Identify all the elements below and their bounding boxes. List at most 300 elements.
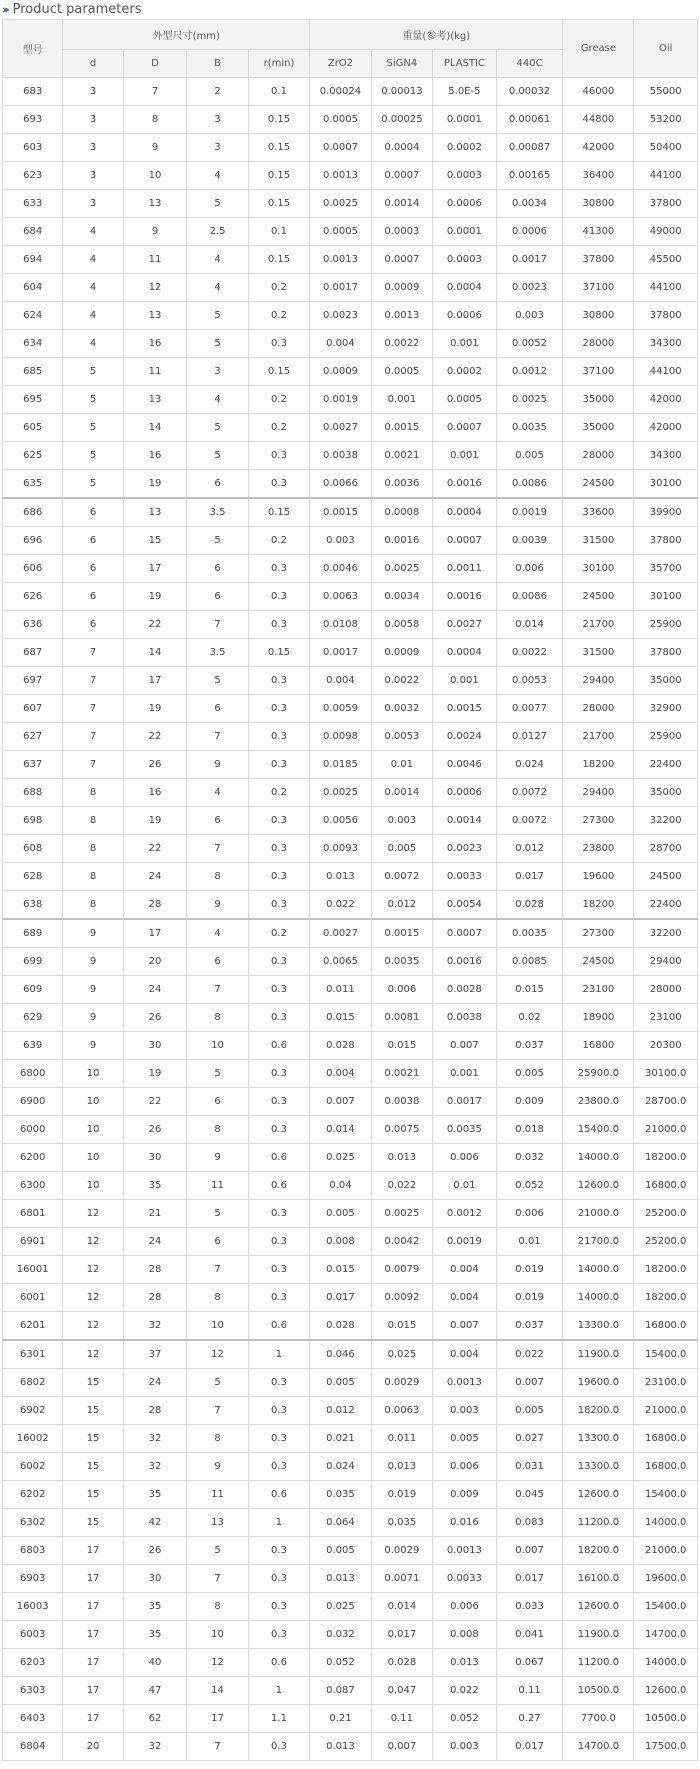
cell-model: 627 [3, 723, 63, 751]
cell-b: 7 [187, 1733, 248, 1761]
cell-outer-d: 22 [123, 1088, 187, 1116]
cell-b: 7 [187, 723, 248, 751]
cell-oil: 28700.0 [634, 1088, 698, 1116]
cell-grease: 11200.0 [563, 1649, 634, 1677]
cell-d: 8 [63, 863, 123, 891]
table-row [3, 583, 698, 611]
cell-zro2: 0.0019 [310, 386, 371, 414]
cell-sign4: 0.0008 [371, 498, 432, 527]
cell-outer-d: 12 [123, 274, 187, 302]
cell-oil: 32900 [634, 695, 698, 723]
cell-outer-d: 30 [123, 1144, 187, 1172]
cell-outer-d: 9 [123, 134, 187, 162]
cell-zro2: 0.21 [310, 1705, 371, 1733]
cell-d: 17 [63, 1649, 123, 1677]
cell-440c: 0.015 [496, 976, 563, 1004]
cell-zro2: 0.035 [310, 1481, 371, 1509]
cell-grease: 29400 [563, 779, 634, 807]
table-row [3, 1537, 698, 1565]
cell-model: 626 [3, 583, 63, 611]
cell-r-min: 0.3 [248, 1565, 309, 1593]
cell-outer-d: 10 [123, 162, 187, 190]
cell-b: 8 [187, 863, 248, 891]
cell-model: 693 [3, 106, 63, 134]
cell-d: 6 [63, 555, 123, 583]
cell-zro2: 0.013 [310, 863, 371, 891]
cell-plastic: 0.022 [433, 1677, 497, 1705]
cell-grease: 7700.0 [563, 1705, 634, 1733]
cell-outer-d: 24 [123, 1369, 187, 1397]
cell-b: 6 [187, 583, 248, 611]
cell-sign4: 0.0015 [371, 414, 432, 442]
cell-b: 5 [187, 302, 248, 330]
cell-sign4: 0.0029 [371, 1369, 432, 1397]
cell-b: 17 [187, 1705, 248, 1733]
cell-oil: 12600.0 [634, 1677, 698, 1705]
cell-b: 7 [187, 1256, 248, 1284]
cell-r-min: 0.6 [248, 1649, 309, 1677]
cell-r-min: 0.6 [248, 1144, 309, 1172]
cell-model: 603 [3, 134, 63, 162]
cell-oil: 37800 [634, 639, 698, 667]
cell-d: 3 [63, 78, 123, 106]
cell-plastic: 0.0012 [433, 1200, 497, 1228]
cell-b: 3 [187, 358, 248, 386]
cell-outer-d: 17 [123, 667, 187, 695]
cell-b: 13 [187, 1509, 248, 1537]
cell-zro2: 0.00024 [310, 78, 371, 106]
cell-r-min: 0.3 [248, 583, 309, 611]
table-row [3, 1369, 698, 1397]
cell-model: 6302 [3, 1509, 63, 1537]
cell-d: 20 [63, 1733, 123, 1761]
cell-440c: 0.0086 [496, 583, 563, 611]
cell-440c: 0.0035 [496, 919, 563, 948]
cell-grease: 19600.0 [563, 1369, 634, 1397]
cell-440c: 0.037 [496, 1032, 563, 1060]
cell-440c: 0.037 [496, 1312, 563, 1341]
cell-sign4: 0.0025 [371, 1200, 432, 1228]
header-dimensions: 外型尺寸(mm) [63, 20, 310, 50]
cell-d: 15 [63, 1481, 123, 1509]
cell-grease: 29400 [563, 667, 634, 695]
cell-oil: 37800 [634, 302, 698, 330]
cell-b: 5 [187, 1537, 248, 1565]
cell-outer-d: 7 [123, 78, 187, 106]
cell-440c: 0.0085 [496, 948, 563, 976]
cell-r-min: 0.3 [248, 1004, 309, 1032]
cell-sign4: 0.0058 [371, 611, 432, 639]
cell-r-min: 0.2 [248, 274, 309, 302]
cell-zro2: 0.025 [310, 1593, 371, 1621]
cell-b: 3 [187, 106, 248, 134]
cell-r-min: 0.3 [248, 667, 309, 695]
cell-oil: 42000 [634, 414, 698, 442]
cell-b: 3 [187, 134, 248, 162]
cell-440c: 0.067 [496, 1649, 563, 1677]
header-r-min: r(min) [248, 50, 309, 78]
cell-440c: 0.019 [496, 1256, 563, 1284]
cell-plastic: 0.0007 [433, 527, 497, 555]
cell-oil: 45500 [634, 246, 698, 274]
cell-d: 7 [63, 667, 123, 695]
cell-zro2: 0.04 [310, 1172, 371, 1200]
cell-r-min: 0.3 [248, 330, 309, 358]
table-row [3, 807, 698, 835]
cell-r-min: 0.2 [248, 302, 309, 330]
cell-b: 6 [187, 1088, 248, 1116]
cell-r-min: 0.15 [248, 190, 309, 218]
cell-outer-d: 35 [123, 1481, 187, 1509]
cell-grease: 23800 [563, 835, 634, 863]
cell-b: 4 [187, 779, 248, 807]
cell-b: 8 [187, 1004, 248, 1032]
cell-plastic: 0.001 [433, 667, 497, 695]
cell-sign4: 0.0003 [371, 218, 432, 246]
table-row [3, 442, 698, 470]
cell-model: 624 [3, 302, 63, 330]
cell-d: 10 [63, 1116, 123, 1144]
cell-zro2: 0.0093 [310, 835, 371, 863]
cell-d: 8 [63, 779, 123, 807]
cell-d: 17 [63, 1677, 123, 1705]
cell-outer-d: 13 [123, 386, 187, 414]
cell-grease: 16800 [563, 1032, 634, 1060]
cell-sign4: 0.035 [371, 1509, 432, 1537]
cell-d: 15 [63, 1453, 123, 1481]
table-row [3, 330, 698, 358]
cell-r-min: 0.15 [248, 106, 309, 134]
parameters-table [2, 19, 698, 1761]
table-row [3, 1088, 698, 1116]
cell-oil: 32200 [634, 807, 698, 835]
cell-b: 9 [187, 1453, 248, 1481]
cell-grease: 11900.0 [563, 1621, 634, 1649]
cell-sign4: 0.0021 [371, 442, 432, 470]
cell-outer-d: 22 [123, 611, 187, 639]
cell-b: 4 [187, 919, 248, 948]
cell-outer-d: 11 [123, 246, 187, 274]
cell-grease: 28000 [563, 330, 634, 358]
cell-model: 6003 [3, 1621, 63, 1649]
cell-r-min: 0.3 [248, 1425, 309, 1453]
cell-grease: 21700.0 [563, 1228, 634, 1256]
cell-r-min: 0.3 [248, 1060, 309, 1088]
cell-sign4: 0.017 [371, 1621, 432, 1649]
cell-zro2: 0.0025 [310, 190, 371, 218]
cell-oil: 23100.0 [634, 1369, 698, 1397]
cell-plastic: 0.0004 [433, 274, 497, 302]
cell-plastic: 0.003 [433, 1397, 497, 1425]
cell-outer-d: 17 [123, 919, 187, 948]
table-row [3, 246, 698, 274]
cell-r-min: 0.3 [248, 1256, 309, 1284]
cell-zro2: 0.025 [310, 1144, 371, 1172]
cell-oil: 37800 [634, 190, 698, 218]
cell-grease: 13300.0 [563, 1312, 634, 1341]
cell-oil: 29400 [634, 948, 698, 976]
cell-zro2: 0.087 [310, 1677, 371, 1705]
table-row [3, 1509, 698, 1537]
cell-grease: 36400 [563, 162, 634, 190]
cell-b: 5 [187, 1369, 248, 1397]
cell-sign4: 0.0032 [371, 695, 432, 723]
table-row [3, 555, 698, 583]
cell-d: 4 [63, 274, 123, 302]
table-row [3, 1312, 698, 1341]
cell-r-min: 0.3 [248, 1537, 309, 1565]
cell-model: 623 [3, 162, 63, 190]
cell-zro2: 0.014 [310, 1116, 371, 1144]
cell-440c: 0.032 [496, 1144, 563, 1172]
cell-model: 625 [3, 442, 63, 470]
cell-grease: 14000.0 [563, 1284, 634, 1312]
cell-r-min: 0.15 [248, 639, 309, 667]
cell-r-min: 0.3 [248, 1116, 309, 1144]
cell-outer-d: 24 [123, 976, 187, 1004]
cell-zro2: 0.0056 [310, 807, 371, 835]
cell-grease: 37800 [563, 246, 634, 274]
cell-d: 3 [63, 134, 123, 162]
cell-grease: 13300.0 [563, 1453, 634, 1481]
cell-oil: 14000.0 [634, 1509, 698, 1537]
cell-plastic: 0.0004 [433, 498, 497, 527]
cell-sign4: 0.003 [371, 807, 432, 835]
cell-model: 698 [3, 807, 63, 835]
cell-outer-d: 15 [123, 527, 187, 555]
cell-zro2: 0.0063 [310, 583, 371, 611]
cell-r-min: 0.2 [248, 779, 309, 807]
cell-zro2: 0.015 [310, 1004, 371, 1032]
cell-grease: 23100 [563, 976, 634, 1004]
cell-r-min: 0.6 [248, 1481, 309, 1509]
cell-r-min: 0.15 [248, 358, 309, 386]
cell-sign4: 0.00025 [371, 106, 432, 134]
header-model: 型号 [3, 20, 63, 78]
cell-r-min: 0.3 [248, 1621, 309, 1649]
table-row [3, 358, 698, 386]
cell-outer-d: 40 [123, 1649, 187, 1677]
cell-b: 5 [187, 667, 248, 695]
cell-outer-d: 28 [123, 1284, 187, 1312]
cell-d: 12 [63, 1284, 123, 1312]
cell-model: 605 [3, 414, 63, 442]
cell-440c: 0.014 [496, 611, 563, 639]
cell-b: 6 [187, 470, 248, 499]
table-row [3, 1116, 698, 1144]
cell-oil: 28700 [634, 835, 698, 863]
cell-oil: 42000 [634, 386, 698, 414]
cell-b: 7 [187, 1397, 248, 1425]
cell-outer-d: 62 [123, 1705, 187, 1733]
cell-r-min: 0.3 [248, 723, 309, 751]
cell-grease: 30100 [563, 555, 634, 583]
cell-model: 634 [3, 330, 63, 358]
cell-oil: 16800.0 [634, 1172, 698, 1200]
cell-zro2: 0.0025 [310, 779, 371, 807]
cell-model: 16002 [3, 1425, 63, 1453]
cell-zro2: 0.0009 [310, 358, 371, 386]
cell-zro2: 0.0108 [310, 611, 371, 639]
cell-grease: 27300 [563, 919, 634, 948]
cell-outer-d: 13 [123, 498, 187, 527]
cell-outer-d: 32 [123, 1733, 187, 1761]
cell-outer-d: 16 [123, 442, 187, 470]
header-d: d [63, 50, 123, 78]
cell-outer-d: 28 [123, 891, 187, 920]
cell-zro2: 0.0066 [310, 470, 371, 499]
cell-plastic: 0.0006 [433, 302, 497, 330]
cell-zro2: 0.004 [310, 667, 371, 695]
cell-sign4: 0.028 [371, 1649, 432, 1677]
cell-d: 17 [63, 1537, 123, 1565]
cell-sign4: 0.0053 [371, 723, 432, 751]
table-row [3, 1649, 698, 1677]
cell-sign4: 0.0022 [371, 330, 432, 358]
cell-grease: 18200.0 [563, 1537, 634, 1565]
cell-zro2: 0.028 [310, 1312, 371, 1341]
cell-b: 7 [187, 1565, 248, 1593]
cell-440c: 0.0127 [496, 723, 563, 751]
cell-grease: 12600.0 [563, 1593, 634, 1621]
cell-b: 7 [187, 976, 248, 1004]
cell-plastic: 0.004 [433, 1340, 497, 1369]
cell-d: 9 [63, 1032, 123, 1060]
cell-oil: 39900 [634, 498, 698, 527]
cell-440c: 0.0035 [496, 414, 563, 442]
cell-d: 3 [63, 162, 123, 190]
cell-r-min: 0.2 [248, 527, 309, 555]
cell-d: 10 [63, 1060, 123, 1088]
cell-oil: 35700 [634, 555, 698, 583]
cell-model: 639 [3, 1032, 63, 1060]
cell-d: 7 [63, 695, 123, 723]
cell-model: 6403 [3, 1705, 63, 1733]
cell-r-min: 1.1 [248, 1705, 309, 1733]
cell-d: 4 [63, 246, 123, 274]
cell-d: 6 [63, 611, 123, 639]
cell-plastic: 0.0016 [433, 948, 497, 976]
cell-d: 5 [63, 386, 123, 414]
cell-grease: 12600.0 [563, 1172, 634, 1200]
table-row [3, 274, 698, 302]
cell-outer-d: 30 [123, 1565, 187, 1593]
cell-plastic: 0.006 [433, 1453, 497, 1481]
cell-model: 6300 [3, 1172, 63, 1200]
cell-oil: 28000 [634, 976, 698, 1004]
cell-440c: 0.028 [496, 891, 563, 920]
cell-d: 17 [63, 1705, 123, 1733]
cell-b: 8 [187, 1593, 248, 1621]
table-row [3, 1593, 698, 1621]
table-row [3, 863, 698, 891]
cell-zro2: 0.0027 [310, 414, 371, 442]
cell-d: 8 [63, 835, 123, 863]
cell-oil: 32200 [634, 919, 698, 948]
cell-plastic: 0.052 [433, 1705, 497, 1733]
cell-model: 637 [3, 751, 63, 779]
cell-plastic: 0.0014 [433, 807, 497, 835]
cell-outer-d: 32 [123, 1425, 187, 1453]
cell-oil: 44100 [634, 274, 698, 302]
cell-model: 6800 [3, 1060, 63, 1088]
cell-sign4: 0.0014 [371, 190, 432, 218]
cell-grease: 21000.0 [563, 1200, 634, 1228]
cell-440c: 0.003 [496, 302, 563, 330]
cell-plastic: 0.016 [433, 1509, 497, 1537]
cell-model: 683 [3, 78, 63, 106]
header-zro2: ZrO2 [310, 50, 371, 78]
table-row [3, 1397, 698, 1425]
cell-d: 6 [63, 583, 123, 611]
cell-440c: 0.0022 [496, 639, 563, 667]
cell-zro2: 0.015 [310, 1256, 371, 1284]
cell-b: 2 [187, 78, 248, 106]
header-outer-d: D [123, 50, 187, 78]
cell-oil: 15400.0 [634, 1340, 698, 1369]
cell-sign4: 0.0007 [371, 162, 432, 190]
cell-plastic: 0.007 [433, 1312, 497, 1341]
cell-440c: 0.00165 [496, 162, 563, 190]
cell-model: 699 [3, 948, 63, 976]
cell-outer-d: 32 [123, 1312, 187, 1341]
cell-zro2: 0.008 [310, 1228, 371, 1256]
cell-b: 4 [187, 386, 248, 414]
cell-440c: 0.0025 [496, 386, 563, 414]
cell-sign4: 0.015 [371, 1032, 432, 1060]
cell-d: 9 [63, 1004, 123, 1032]
cell-sign4: 0.047 [371, 1677, 432, 1705]
section-header [0, 0, 700, 19]
cell-b: 5 [187, 414, 248, 442]
cell-outer-d: 22 [123, 835, 187, 863]
cell-b: 9 [187, 1144, 248, 1172]
cell-plastic: 0.01 [433, 1172, 497, 1200]
cell-oil: 37800 [634, 527, 698, 555]
cell-oil: 30100 [634, 470, 698, 499]
cell-440c: 0.01 [496, 1228, 563, 1256]
cell-sign4: 0.0004 [371, 134, 432, 162]
cell-oil: 22400 [634, 751, 698, 779]
cell-plastic: 0.006 [433, 1144, 497, 1172]
header-grease: Grease [563, 20, 634, 78]
table-row [3, 470, 698, 499]
cell-b: 4 [187, 274, 248, 302]
cell-sign4: 0.0025 [371, 555, 432, 583]
cell-b: 5 [187, 1060, 248, 1088]
cell-b: 7 [187, 835, 248, 863]
cell-plastic: 0.0019 [433, 1228, 497, 1256]
cell-model: 606 [3, 555, 63, 583]
cell-plastic: 0.0054 [433, 891, 497, 920]
cell-model: 6901 [3, 1228, 63, 1256]
cell-plastic: 0.0023 [433, 835, 497, 863]
header-oil: Oil [634, 20, 698, 78]
cell-zro2: 0.032 [310, 1621, 371, 1649]
cell-d: 8 [63, 807, 123, 835]
cell-b: 12 [187, 1340, 248, 1369]
cell-grease: 37100 [563, 274, 634, 302]
cell-grease: 37100 [563, 358, 634, 386]
cell-outer-d: 13 [123, 302, 187, 330]
cell-grease: 24500 [563, 583, 634, 611]
cell-b: 5 [187, 190, 248, 218]
cell-440c: 0.0019 [496, 498, 563, 527]
cell-r-min: 0.3 [248, 948, 309, 976]
cell-outer-d: 19 [123, 470, 187, 499]
cell-plastic: 0.0006 [433, 190, 497, 218]
cell-plastic: 0.0003 [433, 246, 497, 274]
